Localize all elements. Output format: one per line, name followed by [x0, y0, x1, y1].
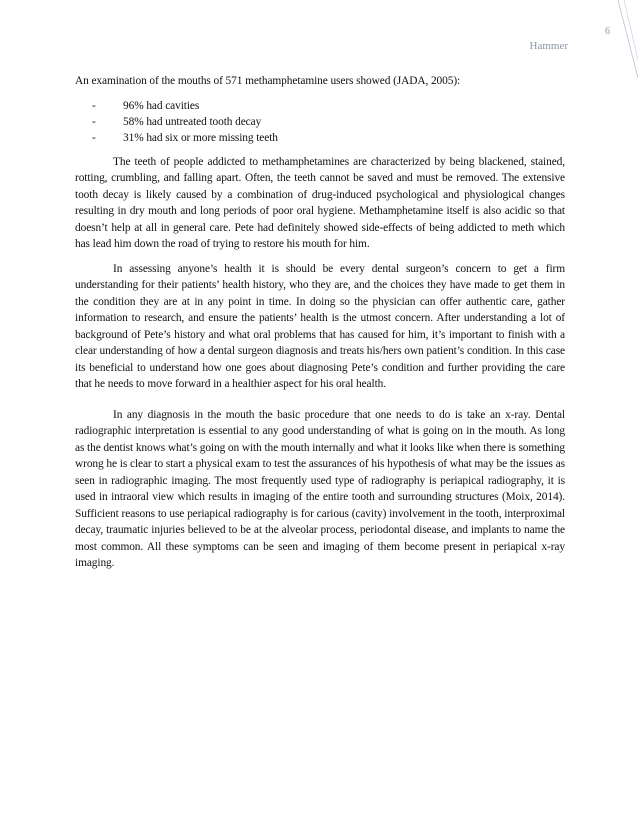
- list-dash: -: [92, 99, 96, 112]
- list-item: [92, 130, 565, 146]
- corner-decoration: [598, 0, 638, 80]
- document-body: [75, 73, 565, 580]
- header-author-name: Hammer: [529, 40, 568, 52]
- list-item: [92, 114, 565, 130]
- list-item: [92, 98, 565, 114]
- paragraph-assessing-health: In assessing anyone’s health it is should be every dental surgeon’s concern to get a firm understanding for their patients’ health history, who they are, and the choices they have made to get them in the condition they are at in any point in time. In doing so the physician can offer authentic care, gather information to research, and ensure the patients’ health is the utmost concern. After understanding a lot of background of Pete’s history and what oral problems that has caused for him, it’s important to finish with a clear understanding of how a dental surgeon diagnosis and treats his/hers own patient’s condition. In this case its beneficial to understand how one goes about diagnosing Pete’s condition and further providing the care that he needs to move forward in a healthier aspect for his oral health.: [75, 262, 565, 390]
- statistics-list: [75, 98, 565, 146]
- paragraph-diagnosis-xray: In any diagnosis in the mouth the basic procedure that one needs to do is take an x-ray. Dental radiographic interpretation is essential to any good understanding of what is going on in the mouth. As long as the dentist knows what’s going on with the mouth internally and what it looks like when there is something wrong he is clear to start a physical exam to test the assurances of his hypothesis of what may be the issues as seen in radiographic imaging. The most frequently used type of radiography is periapical radiography, it is used in intraoral view which results in imaging of the entire tooth and surrounding structures (Moix, 2014). Sufficient reasons to use periapical radiography is for carious (cavity) involvement in the tooth, interproximal decay, traumatic injuries believed to be at the alveolar process, periodontal disease, and implants to name the most common. All these symptoms can be seen and imaging of them become present in periapical x-ray imaging.: [75, 408, 565, 569]
- list-item-text: 31% had six or more missing teeth: [123, 131, 278, 144]
- list-dash: -: [92, 131, 96, 144]
- list-item-text: 96% had cavities: [123, 99, 200, 112]
- corner-line-long: [618, 0, 638, 78]
- intro-sentence: An examination of the mouths of 571 methamphetamine users showed (JADA, 2005):: [75, 75, 461, 87]
- list-item-text: 58% had untreated tooth decay: [123, 115, 262, 128]
- list-dash: -: [92, 115, 96, 128]
- page-number: 6: [605, 26, 610, 37]
- paragraph-meth-effects: The teeth of people addicted to methamphetamines are characterized by being blackened, stained, rotting, crumbling, and falling apart. Often, the teeth cannot be saved and must be removed. The extensive tooth decay is likely caused by a combination of drug-induced psychological and physiological changes resulting in dry mouth and long periods of poor oral hygiene. Methamphetamine itself is also acidic so that doesn’t help at all in general care. Pete had definitely showed side-effects of being addicted to meth which has lead him down the road of trying to restore his mouth for him.: [75, 155, 565, 250]
